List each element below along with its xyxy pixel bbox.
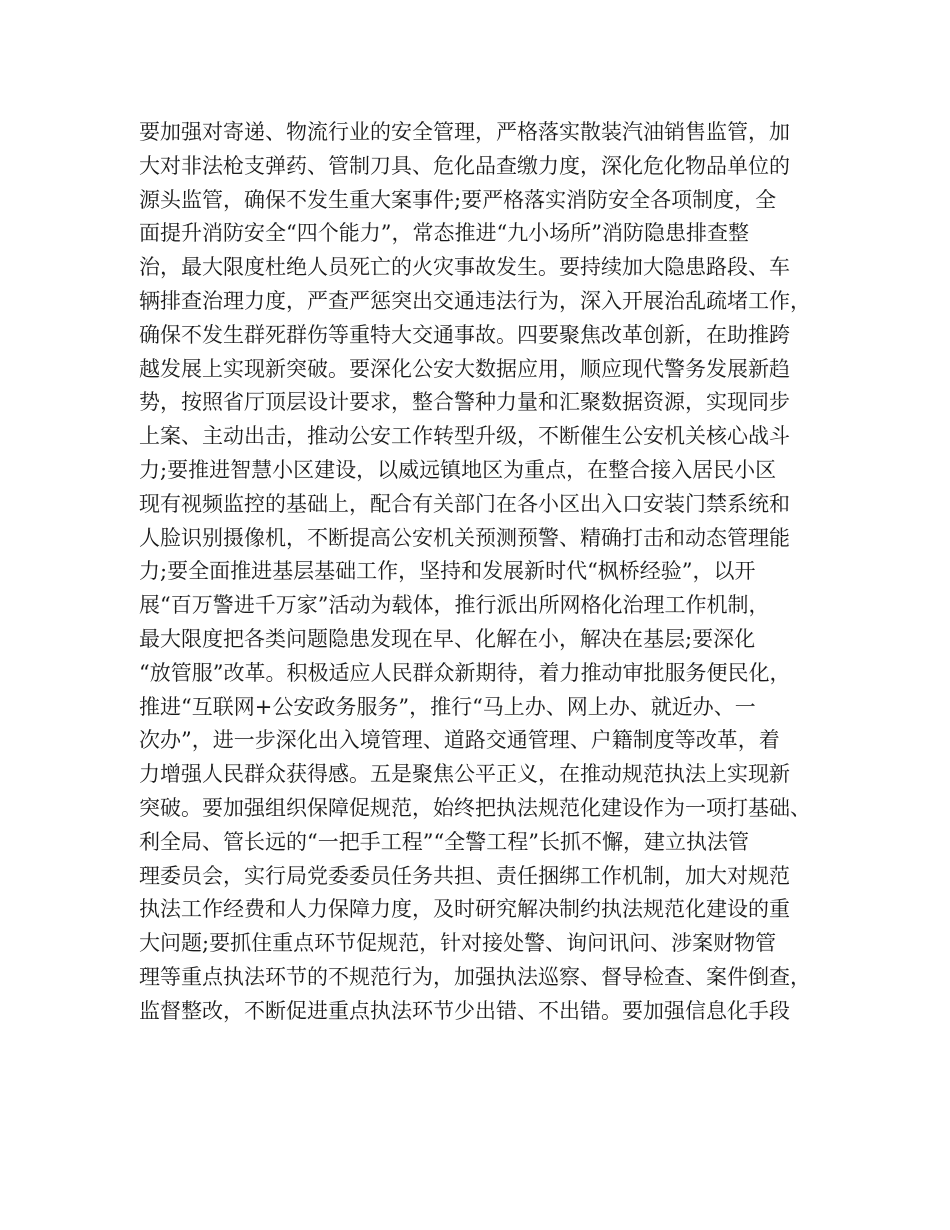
text-line: 源头监管，确保不发生重大案事件;要严格落实消防安全各项制度，全 <box>139 187 777 212</box>
text-line: 力增强人民群众获得感。五是聚焦公平正义，在推动规范执法上实现新 <box>139 762 790 787</box>
text-line: 力;要全面推进基层基础工作，坚持和发展新时代“枫桥经验”，以开 <box>139 559 756 584</box>
text-line: 突破。要加强组织保障促规范，始终把执法规范化建设作为一项打基础、 <box>139 795 811 820</box>
text-line: 人脸识别摄像机，不断提高公安机关预测预警、精确打击和动态管理能 <box>139 525 790 550</box>
text-line: 理委员会，实行局党委委员任务共担、责任捆绑工作机制，加大对规范 <box>139 863 790 888</box>
text-line: 势，按照省厅顶层设计要求，整合警种力量和汇聚数据资源，实现同步 <box>139 390 790 415</box>
text-line: 越发展上实现新突破。要深化公安大数据应用，顺应现代警务发展新趋 <box>139 356 790 381</box>
text-line: 理等重点执法环节的不规范行为，加强执法巡察、督导检查、案件倒查， <box>139 964 811 989</box>
text-line: 推进“互联网+公安政务服务”，推行“马上办、网上办、就近办、一 <box>139 694 756 719</box>
text-line: 大问题;要抓住重点环节促规范，针对接处警、询问讯问、涉案财物管 <box>139 931 777 956</box>
text-line: 要加强对寄递、物流行业的安全管理，严格落实散装汽油销售监管，加 <box>139 120 790 144</box>
text-line: 面提升消防安全“四个能力”，常态推进“九小场所”消防隐患排查整 <box>139 221 749 246</box>
text-line: 次办”，进一步深化出入境管理、道路交通管理、户籍制度等改革，着 <box>139 728 780 753</box>
text-line: 展“百万警进千万家”活动为载体，推行派出所网格化治理工作机制， <box>139 593 770 618</box>
text-line: 辆排查治理力度，严查严惩突出交通违法行为，深入开展治乱疏堵工作， <box>139 288 811 313</box>
text-line: 大对非法枪支弹药、管制刀具、危化品查缴力度，深化危化物品单位的 <box>139 153 790 178</box>
text-line: 力;要推进智慧小区建设，以威远镇地区为重点，在整合接入居民小区 <box>139 457 777 482</box>
text-line: 确保不发生群死群伤等重特大交通事故。四要聚焦改革创新，在助推跨 <box>139 322 790 347</box>
text-line: 利全局、管长远的“一把手工程”“全警工程”长抓不懈，建立执法管 <box>139 829 749 854</box>
text-line: 执法工作经费和人力保障力度，及时研究解决制约执法规范化建设的重 <box>139 897 790 922</box>
body-text <box>139 116 829 1029</box>
text-line: “放管服”改革。积极适应人民群众新期待，着力推动审批服务便民化， <box>139 660 791 685</box>
text-line: 治，最大限度杜绝人员死亡的火灾事故发生。要持续加大隐患路段、车 <box>139 255 790 280</box>
text-line: 现有视频监控的基础上，配合有关部门在各小区出入口安装门禁系统和 <box>139 491 790 516</box>
text-line: 监督整改，不断促进重点执法环节少出错、不出错。要加强信息化手段 <box>139 998 790 1023</box>
text-line: 上案、主动出击，推动公安工作转型升级，不断催生公安机关核心战斗 <box>139 424 790 449</box>
text-line: 最大限度把各类问题隐患发现在早、化解在小，解决在基层;要深化 <box>139 626 756 651</box>
